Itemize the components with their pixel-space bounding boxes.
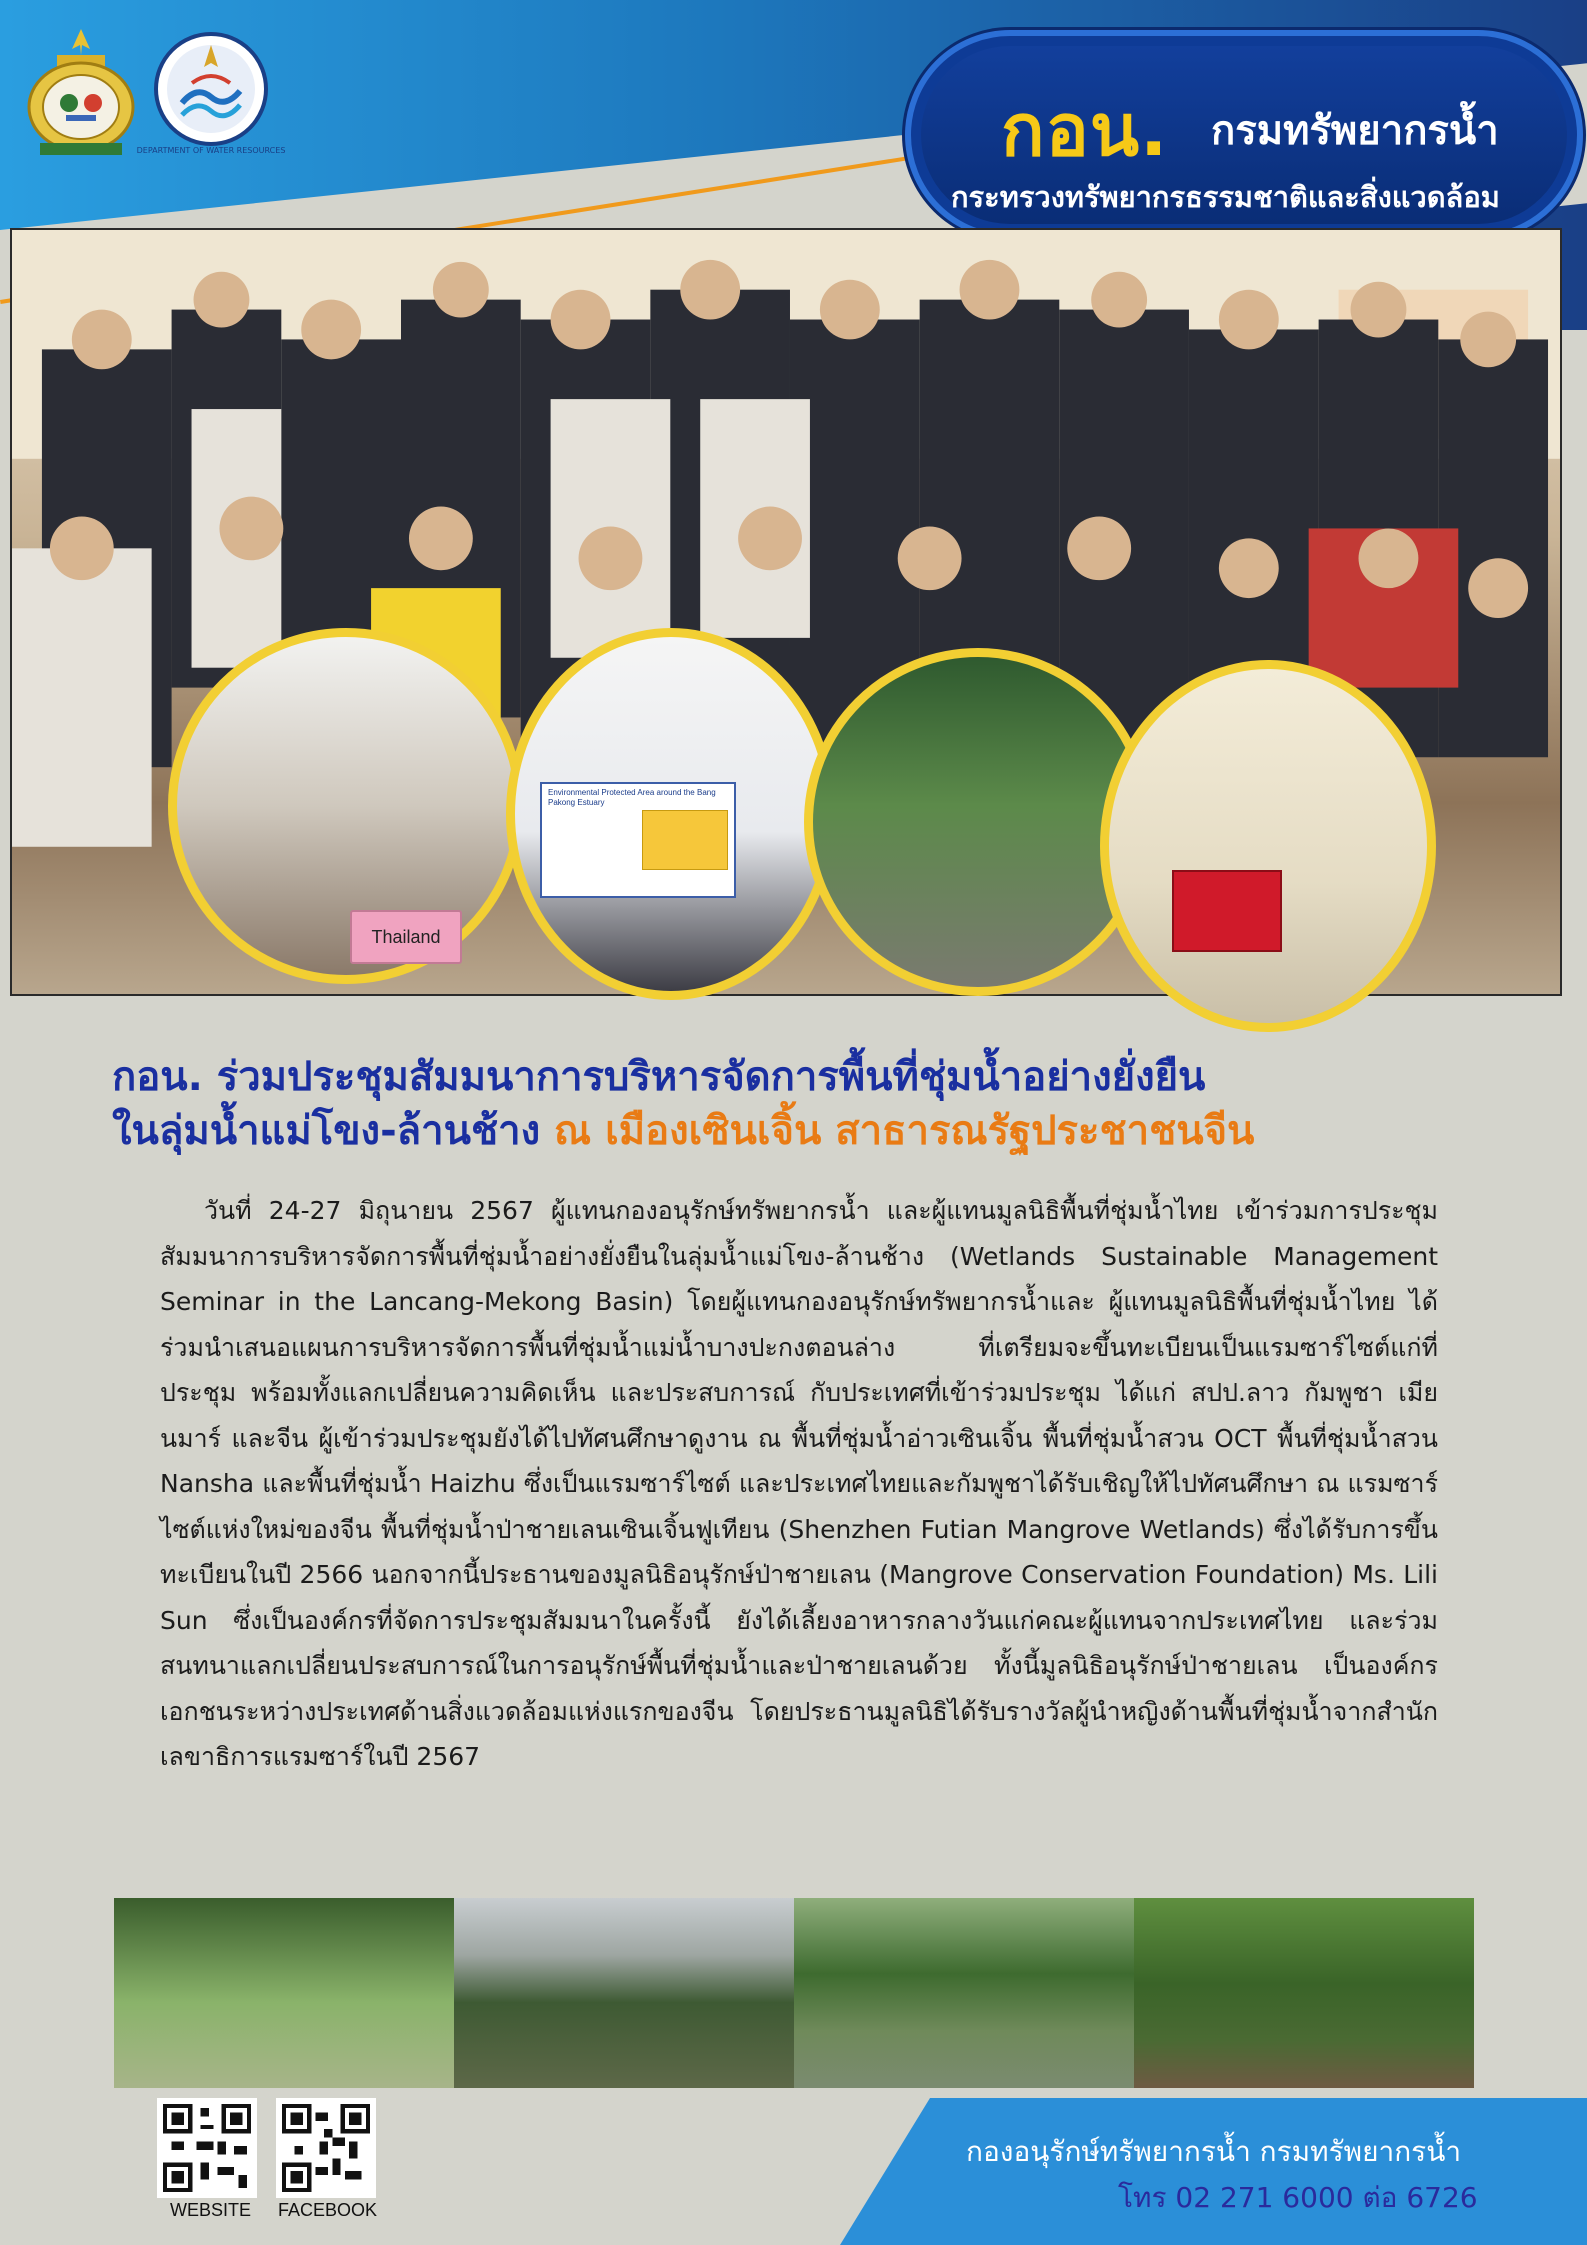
org-abbreviation: กอน. [1001, 88, 1169, 172]
department-badge [905, 30, 1583, 240]
website-qr-code[interactable] [157, 2098, 257, 2198]
logo-caption: DEPARTMENT OF WATER RESOURCES [136, 146, 286, 155]
article-title [112, 1050, 1512, 1158]
contact-department: กองอนุรักษ์ทรัพยากรน้ำ กรมทรัพยากรน้ำ [966, 2135, 1462, 2168]
dwr-logo [136, 25, 286, 160]
title-line-2 [112, 1104, 1512, 1158]
red-gift-folder [1172, 870, 1282, 952]
strip-photo-group-park [114, 1898, 454, 2088]
facebook-qr-label: FACEBOOK [278, 2200, 378, 2220]
strip-photo-mangrove-river [454, 1898, 794, 2088]
strip-photo-boardwalk [1134, 1898, 1474, 2088]
strip-photo-wetland-pond [794, 1898, 1134, 2088]
contact-phone[interactable]: โทร 02 271 6000 ต่อ 6726 [1118, 2181, 1478, 2214]
facebook-qr-code[interactable] [276, 2098, 376, 2198]
inset-photo-gift-exchange [1100, 660, 1436, 1032]
slide-title: Environmental Protected Area around the Bang Pakong Estuary [548, 788, 716, 807]
title-line-2-orange: ณ เมืองเซินเจิ้น สาธารณรัฐประชาชนจีน [540, 1108, 1255, 1154]
slide-map [642, 810, 728, 870]
inset-photo-meeting [168, 628, 524, 984]
title-line-1: กอน. ร่วมประชุมสัมมนาการบริหารจัดการพื้นที่ชุ่มน้ำอย่างยั่งยืน [112, 1054, 1206, 1100]
article-body: วันที่ 24-27 มิถุนายน 2567 ผู้แทนกองอนุรักษ์ทรัพยากรน้ำ และผู้แทนมูลนิธิพื้นที่ชุ่มน้ำไทย เข้าร่วมการประชุมสัมมนาการบริหารจัดการพื้นที่ชุ่มน้ำอย่างยั่งยืนในลุ่มน้ำแม่โขง-ล้านช้าง (Wetlands Sustainable Management Seminar in the Lancang-Mekong Basin) โดยผู้แทนกองอนุรักษ์ทรัพยากรน้ำและ ผู้แทนมูลนิธิพื้นที่ชุ่มน้ำไทย ได้ร่วมนำเสนอแผนการบริหารจัดการพื้นที่ชุ่มน้ำแม่น้ำบางปะกงตอนล่าง ที่เตรียมจะขึ้นทะเบียนเป็นแรมซาร์ไซต์แก่ที่ประชุม พร้อมทั้งแลกเปลี่ยนความคิดเห็น และประสบการณ์ กับประเทศที่เข้าร่วมประชุม ได้แก่ สปป.ลาว กัมพูชา เมียนมาร์ และจีน ผู้เข้าร่วมประชุมยังได้ไปทัศนศึกษาดูงาน ณ พื้นที่ชุ่มน้ำอ่าวเซินเจิ้น พื้นที่ชุ่มน้ำสวน OCT พื้นที่ชุ่มน้ำสวน Nansha และพื้นที่ชุ่มน้ำ Haizhu ซึ่งเป็นแรมซาร์ไซต์ และประเทศไทยและกัมพูชาได้รับเชิญให้ไปทัศนศึกษา ณ แรมซาร์ไซต์แห่งใหม่ของจีน พื้นที่ชุ่มน้ำป่าชายเลนเซินเจิ้นฟูเทียน (Shenzhen Futian Mangrove Wetlands) ซึ่งได้รับการขึ้นทะเบียนในปี 2566 นอกจากนี้ประธานของมูลนิธิอนุรักษ์ป่าชายเลน (Mangrove Conservation Foundation) Ms. Lili Sun ซึ่งเป็นองค์กรที่จัดการประชุมสัมมนาในครั้งนี้ ยังได้เลี้ยงอาหารกลางวันแก่คณะผู้แทนจากประเทศไทย และร่วมสนทนาแลกเปลี่ยนประสบการณ์ในการอนุรักษ์พื้นที่ชุ่มน้ำและป่าชายเลนด้วย ทั้งนี้มูลนิธิอนุรักษ์ป่าชายเลน เป็นองค์กรเอกชนระหว่างประเทศด้านสิ่งแวดล้อมแห่งแรกของจีน โดยประธานมูลนิธิได้รับรางวัลผู้นำหญิงด้านพื้นที่ชุ่มน้ำจากสำนักเลขาธิการแรมซาร์ในปี 2567 [160, 1196, 1438, 1771]
website-qr-label: WEBSITE [170, 2200, 252, 2220]
thailand-name-card: Thailand [350, 910, 462, 964]
presentation-slide [540, 782, 736, 898]
department-name: กรมทรัพยากรน้ำ [1211, 108, 1499, 154]
ministry-name: กระทรวงทรัพยากรธรรมชาติและสิ่งแวดล้อม [951, 180, 1500, 214]
ministry-seal-logo [22, 25, 140, 160]
title-line-2-blue: ในลุ่มน้ำแม่โขง-ล้านช้าง [112, 1108, 541, 1154]
inset-photo-site-visit [804, 648, 1152, 996]
